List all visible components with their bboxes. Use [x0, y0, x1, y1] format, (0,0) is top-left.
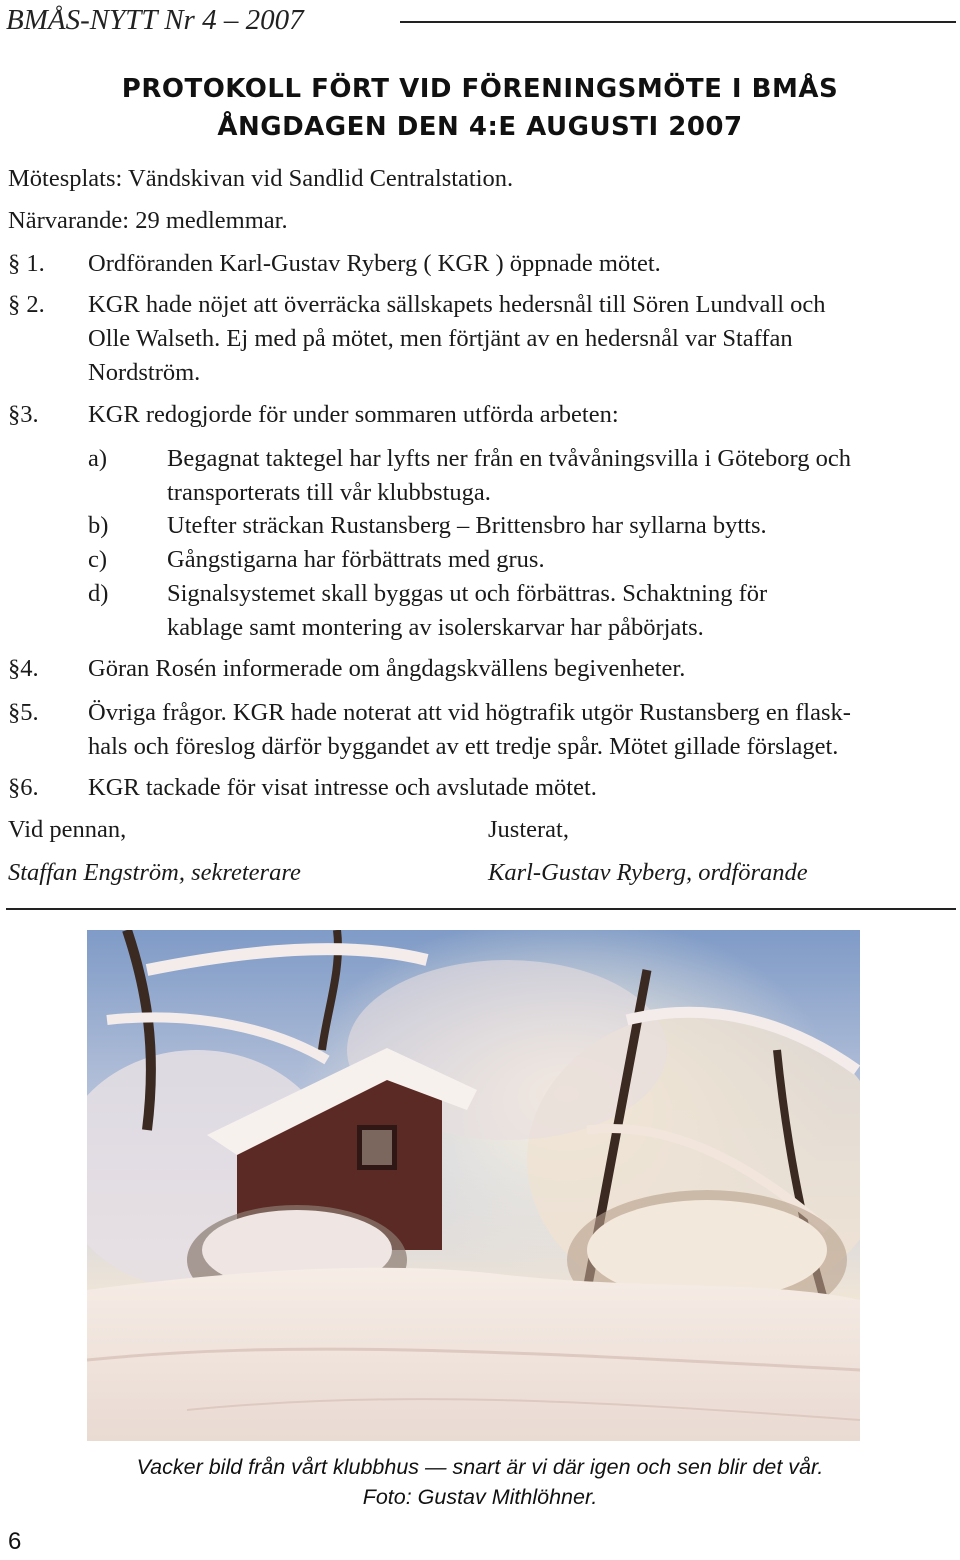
- section-number: § 1.: [8, 250, 45, 277]
- section-text: Ordföranden Karl-Gustav Ryberg ( KGR ) öppnade mötet.: [88, 250, 661, 277]
- signature-name: Staffan Engström, sekreterare: [8, 859, 301, 886]
- section-text: Nordström.: [88, 359, 201, 386]
- signature-label: Vid pennan,: [8, 816, 127, 843]
- clubhouse-winter-photo: [87, 930, 860, 1441]
- section-text: KGR tackade för visat intresse och avslutade mötet.: [88, 774, 597, 801]
- title-line-2: ÅNGDAGEN DEN 4:E AUGUSTI 2007: [217, 112, 743, 142]
- section-number: § 2.: [8, 291, 45, 318]
- section-number: §5.: [8, 699, 39, 726]
- signature-right: [488, 813, 808, 890]
- item-label: d): [88, 580, 109, 607]
- attendance: Närvarande: 29 medlemmar.: [8, 207, 288, 234]
- item-text: transporterats till vår klubbstuga.: [167, 479, 491, 506]
- signature-label: Justerat,: [488, 816, 569, 843]
- section-number: §3.: [8, 401, 39, 428]
- caption-line-1: Vacker bild från vårt klubbhus — snart är vi där igen och sen blir det vår.: [136, 1455, 824, 1479]
- section-5: [0, 696, 960, 764]
- item-text: Utefter sträckan Rustansberg – Brittensbro har syllarna bytts.: [167, 512, 767, 539]
- list-item: [0, 577, 960, 645]
- section-text: Göran Rosén informerade om ångdagskvällens begivenheter.: [88, 655, 686, 682]
- page-header: [6, 2, 956, 42]
- item-label: a): [88, 445, 108, 472]
- divider: [6, 908, 956, 910]
- header-rule: [400, 21, 956, 23]
- section-number: §4.: [8, 655, 39, 682]
- page-number: 6: [8, 1528, 22, 1555]
- item-label: c): [88, 546, 108, 573]
- document-title: [0, 70, 960, 146]
- section-number: §6.: [8, 774, 39, 801]
- signature-name: Karl-Gustav Ryberg, ordförande: [488, 859, 808, 886]
- item-text: kablage samt montering av isolerskarvar har påbörjats.: [167, 614, 704, 641]
- meeting-place: Mötesplats: Vändskivan vid Sandlid Centralstation.: [8, 165, 514, 192]
- section-text: KGR hade nöjet att överräcka sällskapets hedersnål till Sören Lundvall och: [88, 291, 826, 318]
- item-label: b): [88, 512, 109, 539]
- section-text: hals och föreslog därför byggandet av ett tredje spår. Mötet gillade förslaget.: [88, 733, 839, 760]
- section-text: KGR redogjorde för under sommaren utförda arbeten:: [88, 401, 619, 428]
- caption-line-2: Foto: Gustav Mithlöhner.: [362, 1485, 598, 1509]
- section-2: [0, 288, 960, 390]
- section-text: Övriga frågor. KGR hade noterat att vid högtrafik utgör Rustansberg en flask-: [88, 699, 851, 726]
- item-text: Signalsystemet skall byggas ut och förbättras. Schaktning för: [167, 580, 768, 607]
- signature-left: [8, 813, 301, 890]
- list-item: [0, 442, 960, 510]
- section-text: Olle Walseth. Ej med på mötet, men förtjänt av en hedersnål var Staffan: [88, 325, 793, 352]
- newsletter-title: BMÅS-NYTT Nr 4 – 2007: [6, 4, 304, 36]
- photo-caption: [0, 1452, 960, 1512]
- item-text: Begagnat taktegel har lyfts ner från en tvåvåningsvilla i Göteborg och: [167, 445, 851, 472]
- item-text: Gångstigarna har förbättrats med grus.: [167, 546, 545, 573]
- title-line-1: PROTOKOLL FÖRT VID FÖRENINGSMÖTE I BMÅS: [121, 74, 839, 104]
